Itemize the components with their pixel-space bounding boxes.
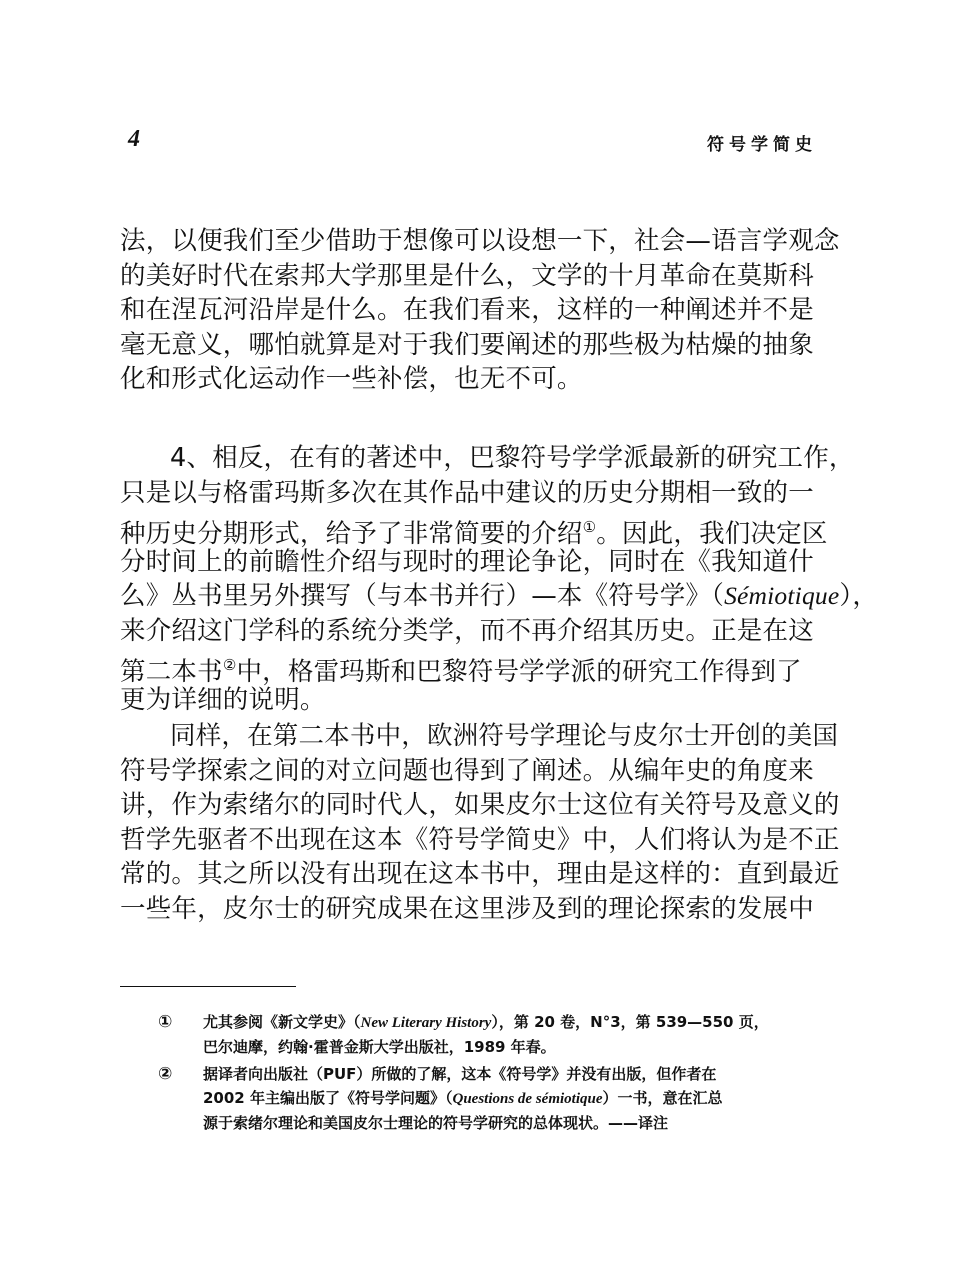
paragraph-2 (120, 441, 879, 717)
paragraph-line: 哲学先驱者不出现在这本《符号学简史》中，人们将认为是不正 (120, 824, 840, 855)
paragraph-line: 和在涅瓦河沿岸是什么。在我们看来，这样的一种阐述并不是 (120, 295, 814, 325)
text-run: ），第 20 卷，N°3，第 539—550 页， (491, 1013, 769, 1031)
text-run: 么》丛书里另外撰写（与本书并行）—本《符号学》（ (120, 581, 725, 611)
text-run: 2002 年主编出版了《符号学问题》（ (203, 1089, 453, 1107)
paragraph-1 (120, 224, 840, 397)
page-number: 4 (128, 126, 140, 152)
paragraph-line: 同样，在第二本书中，欧洲符号学理论与皮尔士开创的美国 (170, 721, 839, 751)
text-run: 种历史分期形式，给予了非常简要的介绍 (120, 519, 583, 549)
running-title: 符号学简史 (707, 135, 817, 155)
footnote-line (203, 1086, 838, 1111)
text-run: 尤其参阅《新文学史》（ (203, 1013, 361, 1031)
paragraph-line: 讲，作为索绪尔的同时代人，如果皮尔士这位有关符号及意义的 (120, 790, 840, 820)
paragraph-line: 常的。其之所以没有出现在这本书中，理由是这样的：直到最近 (120, 859, 840, 889)
footnote-marker: ① (158, 1012, 173, 1032)
text-run: 。因此，我们决定区 (596, 519, 828, 549)
paragraph-line: 符号学探索之间的对立问题也得到了阐述。从编年史的角度来 (120, 755, 814, 786)
text-run: ）一书，意在汇总 (602, 1089, 723, 1107)
footnote-1 (158, 1010, 838, 1059)
paragraph-line: 一些年，皮尔士的研究成果在这里涉及到的理论探索的发展中 (120, 893, 814, 924)
footnote-reference-1[interactable]: ① (582, 518, 597, 536)
paragraph-line: 只是以与格雷玛斯多次在其作品中建议的历史分期相一致的一 (120, 477, 814, 508)
paragraph-line: 毫无意义，哪怕就算是对于我们要阐述的那些极为枯燥的抽象 (120, 329, 814, 360)
paragraph-line: 4、相反，在有的著述中，巴黎符号学学派最新的研究工作， (170, 443, 855, 473)
footnote-line: 巴尔迪摩，约翰·霍普金斯大学出版社，1989 年春。 (203, 1038, 556, 1056)
footnote-separator (120, 986, 296, 987)
footnote-reference-2[interactable]: ② (222, 656, 237, 674)
footnote-line: 源于索绪尔理论和美国皮尔士理论的符号学研究的总体现状。——译注 (203, 1114, 669, 1132)
paragraph-line: 来介绍这门学科的系统分类学，而不再介绍其历史。正是在这 (120, 615, 814, 646)
footnotes (158, 1010, 838, 1138)
paragraph-line: 法，以便我们至少借助于想像可以设想一下，社会—语言学观念 (120, 226, 840, 256)
journal-title-italic: New Literary History (360, 1015, 492, 1031)
book-title-italic: Sémiotique (724, 581, 840, 610)
footnote-line (203, 1010, 838, 1035)
text-run: ）， (839, 581, 879, 611)
paragraph-line (120, 579, 879, 614)
paragraph-line (120, 648, 820, 687)
footnote-2 (158, 1062, 838, 1135)
text-run: 第二本书 (120, 657, 223, 687)
book-title-italic: Questions de sémiotique (452, 1091, 603, 1107)
paragraph-line: 更为详细的说明。 (120, 684, 326, 715)
footnote-marker: ② (158, 1064, 173, 1084)
paragraph-3 (120, 719, 840, 926)
paragraph-line: 分时间上的前瞻性介绍与现时的理论争论，同时在《我知道什 (120, 546, 814, 577)
paragraph-line (120, 510, 828, 549)
paragraph-line: 化和形式化运动作一些补偿，也无不可。 (120, 364, 583, 394)
paragraph-line: 的美好时代在索邦大学那里是什么，文学的十月革命在莫斯科 (120, 260, 814, 291)
text-run: 中，格雷玛斯和巴黎符号学学派的研究工作得到了 (236, 657, 802, 687)
footnote-line: 据译者向出版社（PUF）所做的了解，这本《符号学》并没有出版，但作者在 (203, 1065, 717, 1083)
